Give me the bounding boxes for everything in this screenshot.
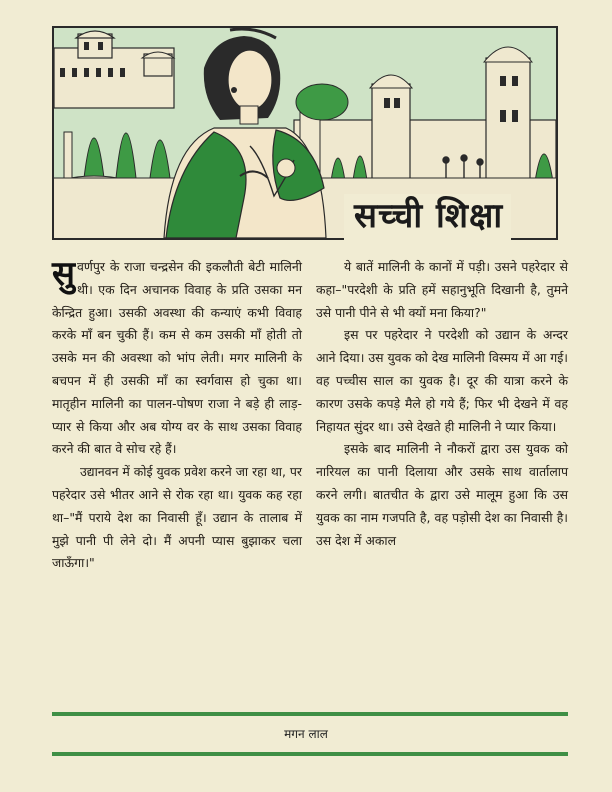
paragraph: इस पर पहरेदार ने परदेशी को उद्यान के अन्दर आने दिया। उस युवक को देख मालिनी विस्मय में आ गई। वह पच्चीस साल का युवक है। दूर की यात्रा करने के कारण उसके कपड़े मैले हो गये हैं; फिर भी देखने में वह निहायत सुंदर था। उसे देखते ही मालिनी ने प्यार किया। (316, 327, 568, 434)
paragraph: ये बातें मालिनी के कानों में पड़ी। उसने पहरेदार से कहा–"परदेशी के प्रति हमें सहानुभूति दिखानी है, तुमने उसे पानी पीने से भी क्यों मना किया?" (316, 259, 568, 320)
drop-cap: सु (52, 254, 75, 294)
paragraph-text: वर्णपुर के राजा चन्द्रसेन की इकलौती बेटी मालिनी थी। एक दिन अचानक विवाह के प्रति उसका मन केन्द्रित हुआ। उसकी अवस्था की कन्याएं कभी विवाह करके माँ बन चुकी हैं। कम से कम उसकी माँ होती तो उसके मन की अवस्था को भांप लेती। मगर मालिनी के बचपन में ही उसकी माँ का स्वर्गवास हो चुका था। मातृहीन मालिनी का पालन-पोषण राजा ने बड़े ही लाड़-प्यार से किया और अब योग्य वर के साथ उसका विवाह करने की बात वे सोच रहे हैं। (52, 259, 302, 457)
paragraph: इसके बाद मालिनी ने नौकरों द्वारा उस युवक को नारियल का पानी दिलाया और उसके साथ वार्तालाप करने लगी। बातचीत के द्वारा उसे मालूम हुआ कि उस युवक का नाम गजपति है, वह पड़ोसी देश का निवासी है। उस देश में अकाल (316, 441, 568, 548)
right-column (316, 256, 568, 552)
author-name: मगन लाल (284, 727, 328, 741)
story-title: सच्ची शिक्षा (344, 194, 511, 240)
footer-rule-top (52, 712, 568, 716)
footer-rule-bottom (52, 752, 568, 756)
left-column (52, 256, 302, 575)
paragraph (52, 256, 302, 461)
paragraph: उद्यानवन में कोई युवक प्रवेश करने जा रहा था, पर पहरेदार उसे भीतर आने से रोक रहा था। युवक कह रहा था–"मैं पराये देश का निवासी हूँ। उद्यान के तालाब में मुझे पानी पी लेने दो। मैं अपनी प्यास बुझाकर चला जाऊँगा।" (52, 464, 302, 571)
